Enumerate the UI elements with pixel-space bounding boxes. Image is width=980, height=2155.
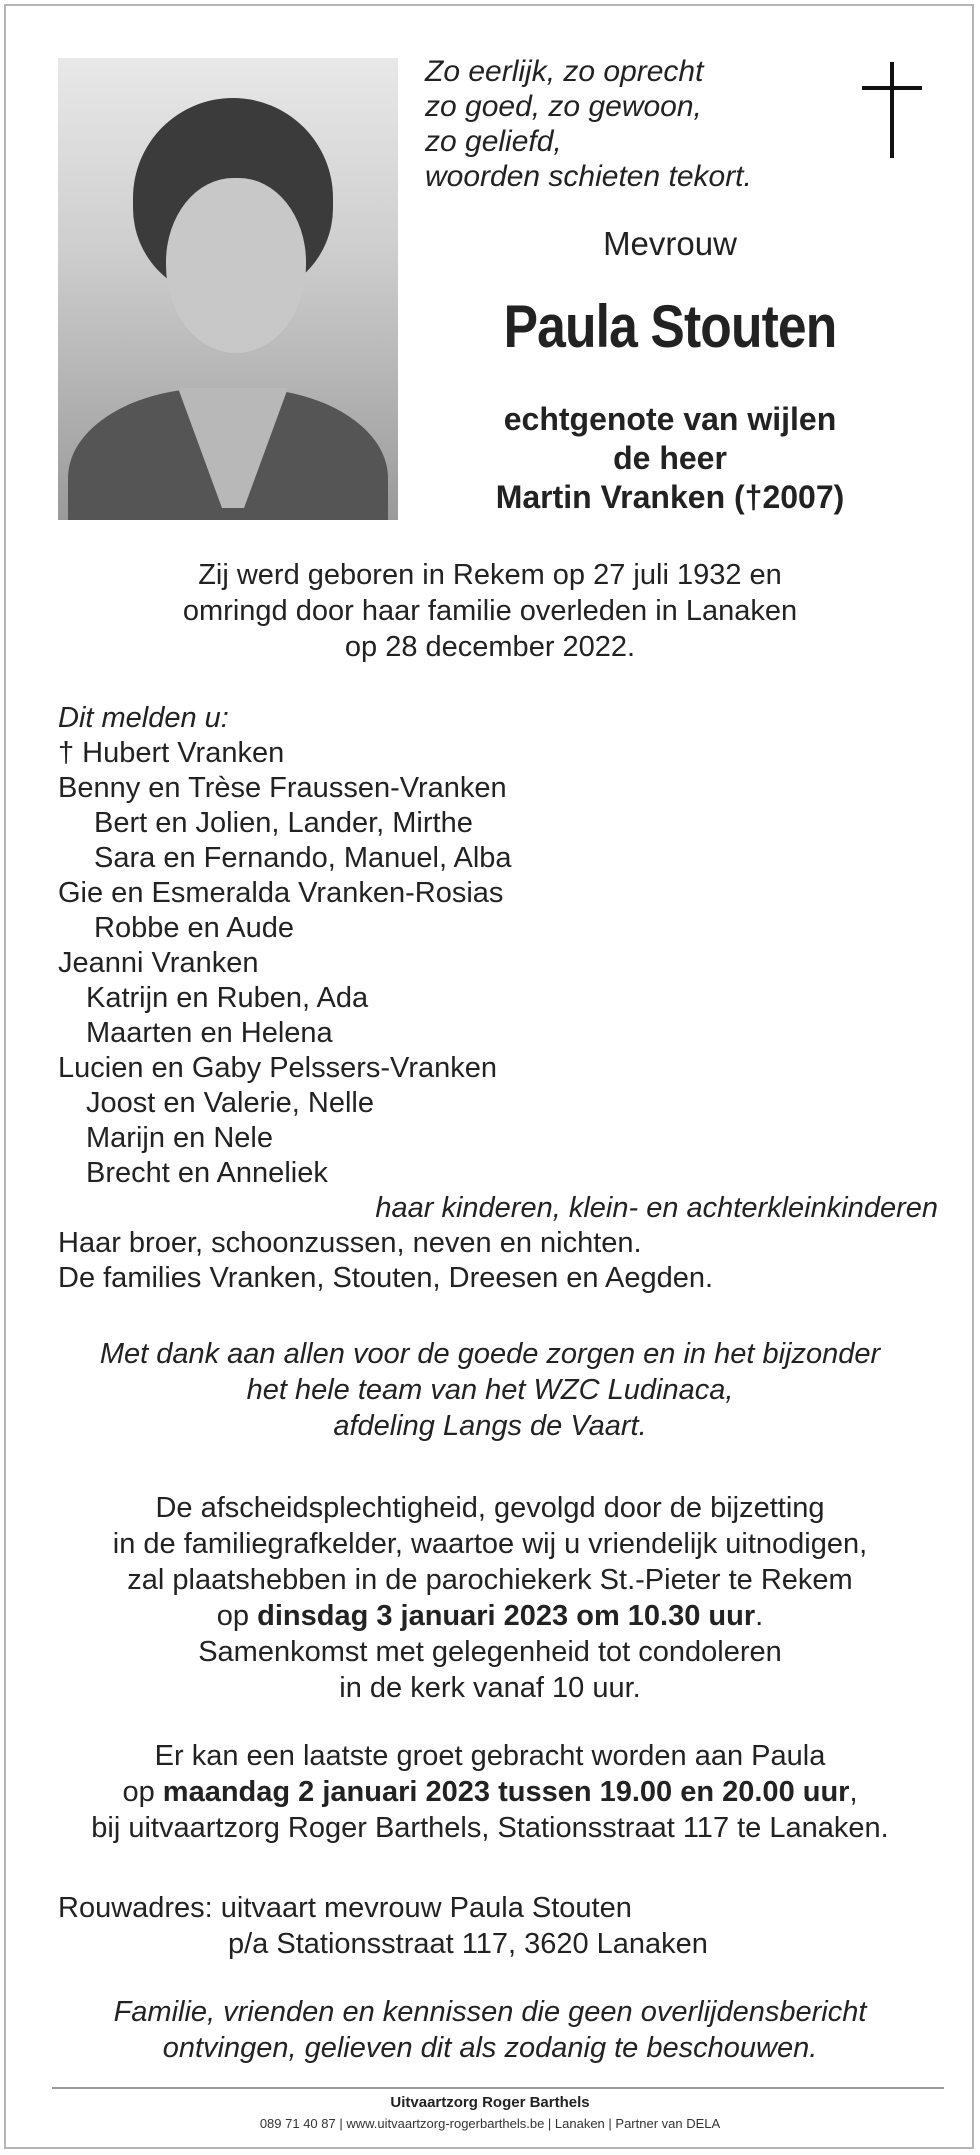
family-line: Sara en Fernando, Manuel, Alba bbox=[94, 842, 512, 874]
family-line: Bert en Jolien, Lander, Mirthe bbox=[94, 807, 473, 839]
family-extra: De families Vranken, Stouten, Dreesen en Aegden. bbox=[58, 1262, 714, 1294]
address-line: Rouwadres: uitvaart mevrouw Paula Stouten bbox=[58, 1892, 632, 1924]
visit-info bbox=[0, 1738, 980, 1846]
family-line: Lucien en Gaby Pelssers-Vranken bbox=[58, 1052, 497, 1084]
ceremony-line: zal plaatshebben in de parochiekerk St.-Pieter te Rekem bbox=[127, 1564, 853, 1596]
footer-divider bbox=[52, 2087, 944, 2089]
family-line: Brecht en Anneliek bbox=[86, 1157, 328, 1189]
title-prefix: Mevrouw bbox=[603, 225, 737, 262]
visit-date-prefix: op bbox=[122, 1776, 163, 1808]
thanks-line: het hele team van het WZC Ludinaca, bbox=[246, 1374, 734, 1406]
thanks-line: Met dank aan allen voor de goede zorgen en in het bijzonder bbox=[99, 1338, 881, 1370]
family-line: Joost en Valerie, Nelle bbox=[86, 1087, 375, 1119]
visit-date-suffix: , bbox=[849, 1776, 858, 1808]
family-line: Maarten en Helena bbox=[86, 1017, 333, 1049]
family-line: Katrijn en Ruben, Ada bbox=[86, 982, 369, 1014]
family-tagline: haar kinderen, klein- en achterkleinkinderen bbox=[375, 1192, 938, 1224]
thanks-message bbox=[0, 1336, 980, 1444]
ceremony-line: in de kerk vanaf 10 uur. bbox=[339, 1672, 641, 1704]
poem bbox=[425, 54, 752, 194]
visit-date-bold: maandag 2 januari 2023 tussen 19.00 en 20.00 uur bbox=[162, 1776, 850, 1808]
birth-line: omringd door haar familie overleden in Lanaken bbox=[182, 595, 798, 627]
ceremony-info bbox=[0, 1490, 980, 1706]
poem-line: woorden schieten tekort. bbox=[425, 160, 752, 193]
closing-line: ontvingen, gelieven dit als zodanig te beschouwen. bbox=[162, 2032, 818, 2064]
footer-title: Uitvaartzorg Roger Barthels bbox=[390, 2094, 590, 2111]
visit-line: Er kan een laatste groet gebracht worden aan Paula bbox=[154, 1740, 826, 1772]
birth-line: Zij werd geboren in Rekem op 27 juli 1932 en bbox=[198, 559, 782, 591]
ceremony-date-suffix: . bbox=[755, 1600, 764, 1632]
family-list bbox=[58, 701, 938, 1296]
ceremony-line: De afscheidsplechtigheid, gevolgd door de bijzetting bbox=[155, 1492, 825, 1524]
family-line: Robbe en Aude bbox=[94, 912, 294, 944]
thanks-line: afdeling Langs de Vaart. bbox=[333, 1410, 647, 1442]
poem-line: zo goed, zo gewoon, bbox=[425, 90, 702, 123]
closing-note bbox=[0, 1994, 980, 2066]
ceremony-date bbox=[0, 1598, 980, 1634]
footer-info: 089 71 40 87 | www.uitvaartzorg-rogerbarthels.be | Lanaken | Partner van DELA bbox=[259, 2116, 721, 2131]
ceremony-line: in de familiegrafkelder, waartoe wij u vriendelijk uitnodigen, bbox=[112, 1528, 868, 1560]
family-line: Jeanni Vranken bbox=[58, 947, 259, 979]
deceased-name: Paula Stouten bbox=[503, 293, 837, 360]
poem-line: zo geliefd, bbox=[425, 125, 562, 158]
family-line: Benny en Trèse Fraussen-Vranken bbox=[58, 772, 507, 804]
ceremony-date-prefix: op bbox=[216, 1600, 258, 1632]
birth-line: op 28 december 2022. bbox=[344, 631, 636, 663]
family-line: Gie en Esmeralda Vranken-Rosias bbox=[58, 877, 504, 909]
family-line: Marijn en Nele bbox=[86, 1122, 273, 1154]
closing-line: Familie, vrienden en kennissen die geen overlijdensbericht bbox=[113, 1996, 867, 2028]
mourning-address bbox=[58, 1890, 708, 1962]
spouse-line: de heer bbox=[613, 440, 727, 476]
family-extra: Haar broer, schoonzussen, neven en nichten. bbox=[58, 1227, 642, 1259]
spouse-line: echtgenote van wijlen bbox=[503, 401, 837, 437]
birth-death-info bbox=[0, 557, 980, 665]
family-line: † Hubert Vranken bbox=[58, 737, 285, 769]
family-intro: Dit melden u: bbox=[58, 702, 229, 734]
ceremony-line: Samenkomst met gelegenheid tot condoleren bbox=[198, 1636, 782, 1668]
poem-line: Zo eerlijk, zo oprecht bbox=[425, 55, 704, 88]
ceremony-date-bold: dinsdag 3 januari 2023 om 10.30 uur bbox=[257, 1600, 756, 1632]
spouse-info bbox=[420, 400, 920, 517]
cross-icon bbox=[862, 62, 922, 158]
address-line: p/a Stationsstraat 117, 3620 Lanaken bbox=[228, 1928, 708, 1960]
visit-line: bij uitvaartzorg Roger Barthels, Stationsstraat 117 te Lanaken. bbox=[91, 1812, 889, 1844]
spouse-line: Martin Vranken (†2007) bbox=[495, 479, 845, 515]
visit-date bbox=[0, 1774, 980, 1810]
portrait-photo bbox=[58, 58, 398, 520]
